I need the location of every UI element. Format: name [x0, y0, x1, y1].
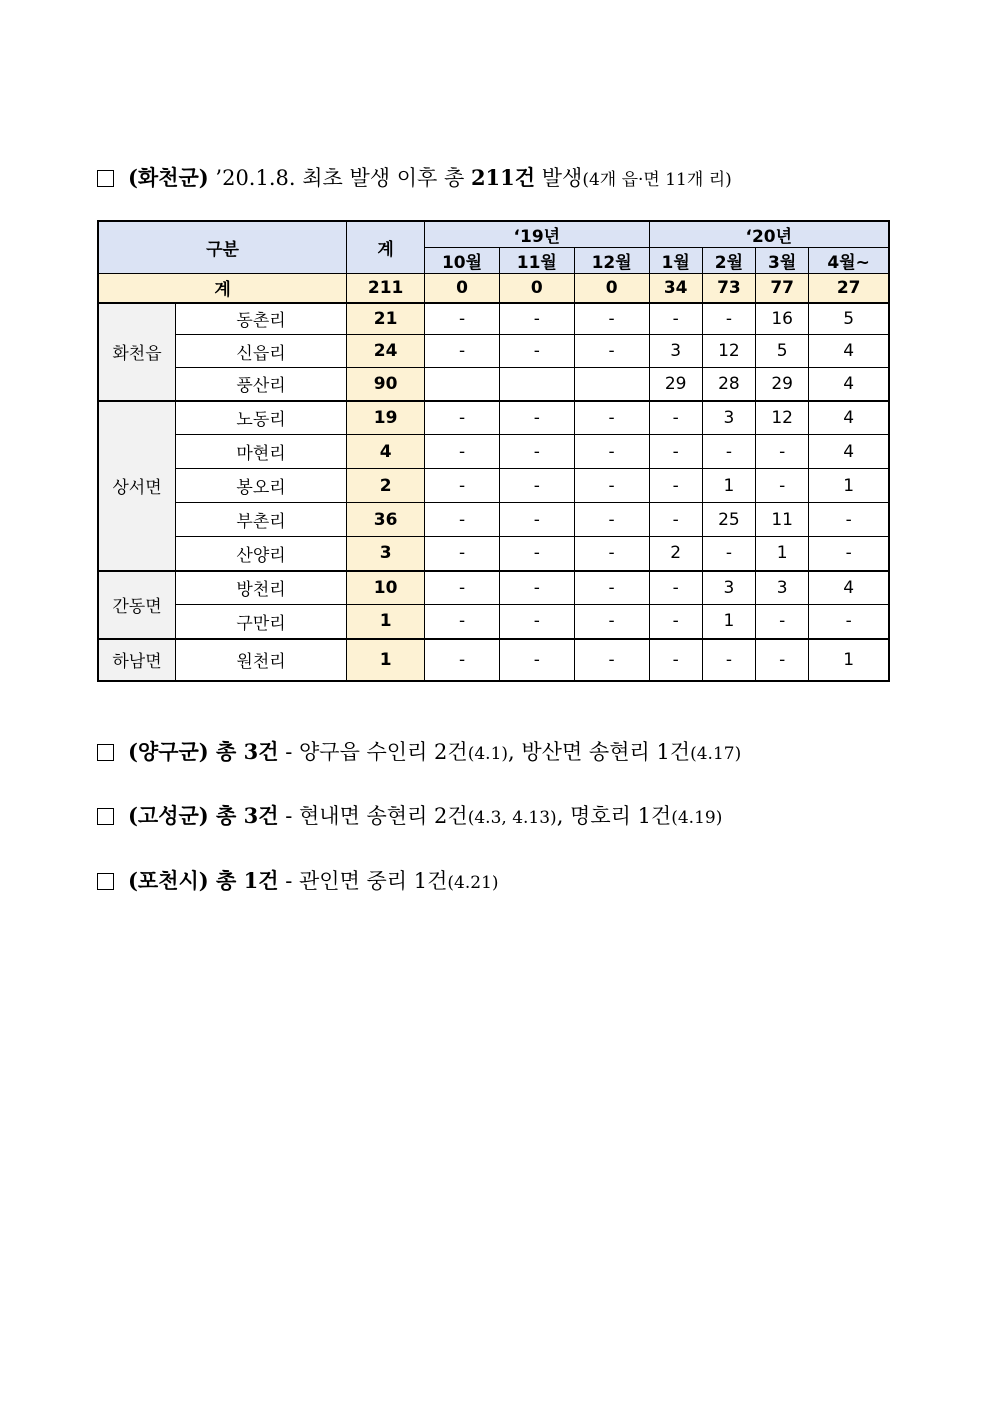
cell-value: -: [499, 503, 574, 537]
cell-value: -: [499, 335, 574, 368]
cell-value: 16: [756, 303, 809, 335]
cell-value: -: [425, 571, 500, 605]
cell-value: 4: [809, 435, 889, 469]
total-row-value: 0: [499, 274, 574, 303]
total-row-value: 77: [756, 274, 809, 303]
cell-value: 29: [756, 368, 809, 401]
cell-value: -: [574, 639, 649, 681]
village-label: 부촌리: [176, 503, 347, 537]
date-1: (4.21): [447, 873, 499, 893]
cell-value: 29: [649, 368, 702, 401]
total-row-label: 계: [98, 274, 347, 303]
total-label: 총 3건: [208, 803, 279, 828]
village-label: 구만리: [176, 605, 347, 639]
cell-value: 2: [649, 537, 702, 571]
cell-value: 4: [809, 335, 889, 368]
group-label: 간동면: [98, 571, 176, 639]
cell-value: -: [425, 401, 500, 435]
table-row: [98, 571, 889, 605]
cell-value: 12: [702, 335, 755, 368]
village-sum: 4: [347, 435, 425, 469]
cell-value: -: [649, 401, 702, 435]
heading-goseong: [97, 801, 722, 833]
table-row: [98, 503, 889, 537]
cell-value: -: [574, 303, 649, 335]
total-row-sum: 211: [347, 274, 425, 303]
cell-value: -: [809, 537, 889, 571]
cell-value: 1: [756, 537, 809, 571]
cell-value: -: [425, 503, 500, 537]
detail-text: - 양구읍 수인리 2건: [278, 740, 468, 764]
cell-value: -: [499, 401, 574, 435]
cell-value: -: [809, 605, 889, 639]
cell-value: -: [499, 639, 574, 681]
cell-value: -: [702, 639, 755, 681]
cell-value: -: [649, 435, 702, 469]
village-label: 산양리: [176, 537, 347, 571]
group-label: 화천읍: [98, 303, 176, 401]
village-sum: 10: [347, 571, 425, 605]
cell-value: [499, 368, 574, 401]
village-label: 신읍리: [176, 335, 347, 368]
village-label: 노동리: [176, 401, 347, 435]
cell-value: -: [649, 303, 702, 335]
village-sum: 1: [347, 605, 425, 639]
cell-value: -: [425, 435, 500, 469]
village-sum: 21: [347, 303, 425, 335]
heading-hwacheon: [97, 163, 732, 195]
cell-value: -: [574, 469, 649, 503]
cell-value: -: [702, 435, 755, 469]
village-sum: 19: [347, 401, 425, 435]
cell-value: 4: [809, 401, 889, 435]
cell-value: 11: [756, 503, 809, 537]
total-row-value: 0: [574, 274, 649, 303]
cell-value: -: [702, 303, 755, 335]
village-label: 마현리: [176, 435, 347, 469]
cell-value: 1: [809, 639, 889, 681]
cell-value: -: [756, 639, 809, 681]
heading-yanggu: [97, 737, 741, 769]
header-year-19: ‘19년: [425, 221, 649, 248]
region-label: (포천시): [128, 868, 209, 893]
cell-value: -: [756, 605, 809, 639]
group-label: 하남면: [98, 639, 176, 681]
village-sum: 2: [347, 469, 425, 503]
cell-value: -: [649, 469, 702, 503]
date-1: (4.3, 4.13): [467, 808, 557, 828]
heading-text: ’20.1.8. 최초 발생 이후 총: [208, 166, 471, 190]
region-label: (양구군): [128, 739, 209, 764]
detail-text2: , 방산면 송현리 1건: [508, 740, 691, 764]
detail-text: - 현내면 송현리 2건: [278, 804, 468, 828]
region-label: (고성군): [128, 803, 209, 828]
header-category: 구분: [98, 221, 347, 274]
header-month: 10월: [425, 248, 500, 274]
cell-value: -: [574, 435, 649, 469]
table-row: [98, 605, 889, 639]
village-label: 동촌리: [176, 303, 347, 335]
total-row-value: 73: [702, 274, 755, 303]
cell-value: -: [425, 537, 500, 571]
total-label: 총 1건: [208, 868, 279, 893]
village-sum: 36: [347, 503, 425, 537]
date-2: (4.17): [690, 744, 742, 764]
table-row: [98, 435, 889, 469]
cell-value: -: [425, 303, 500, 335]
cell-value: -: [649, 605, 702, 639]
header-month: 4월~: [809, 248, 889, 274]
cell-value: 5: [756, 335, 809, 368]
heading-note: (4개 읍·면 11개 리): [582, 170, 732, 190]
cell-value: -: [574, 503, 649, 537]
cell-value: -: [574, 605, 649, 639]
table-row: [98, 335, 889, 368]
header-month: 2월: [702, 248, 755, 274]
total-row-value: 0: [425, 274, 500, 303]
cell-value: -: [649, 571, 702, 605]
cell-value: [425, 368, 500, 401]
cell-value: -: [756, 435, 809, 469]
village-label: 봉오리: [176, 469, 347, 503]
cell-value: 12: [756, 401, 809, 435]
cell-value: -: [499, 537, 574, 571]
cell-value: -: [574, 537, 649, 571]
village-label: 풍산리: [176, 368, 347, 401]
cell-value: 3: [702, 571, 755, 605]
village-sum: 90: [347, 368, 425, 401]
table-row: [98, 469, 889, 503]
group-label: 상서면: [98, 401, 176, 571]
cell-value: 25: [702, 503, 755, 537]
cell-value: -: [425, 335, 500, 368]
cell-value: 3: [649, 335, 702, 368]
header-month: 3월: [756, 248, 809, 274]
table-row: [98, 401, 889, 435]
cell-value: -: [649, 503, 702, 537]
cell-value: -: [425, 605, 500, 639]
table-row: [98, 303, 889, 335]
table-row: [98, 537, 889, 571]
village-sum: 24: [347, 335, 425, 368]
village-sum: 3: [347, 537, 425, 571]
cell-value: -: [702, 537, 755, 571]
cell-value: 4: [809, 368, 889, 401]
cell-value: 4: [809, 571, 889, 605]
cell-value: 5: [809, 303, 889, 335]
cell-value: 1: [809, 469, 889, 503]
cell-value: -: [499, 571, 574, 605]
village-label: 방천리: [176, 571, 347, 605]
cell-value: 3: [702, 401, 755, 435]
cell-value: -: [574, 571, 649, 605]
region-label: (화천군): [128, 165, 209, 190]
detail-text: - 관인면 중리 1건: [278, 869, 448, 893]
cell-value: -: [756, 469, 809, 503]
cell-value: [574, 368, 649, 401]
cell-value: -: [574, 401, 649, 435]
cell-value: 1: [702, 605, 755, 639]
header-total: 계: [347, 221, 425, 274]
date-2: (4.19): [671, 808, 723, 828]
header-month: 12월: [574, 248, 649, 274]
village-label: 원천리: [176, 639, 347, 681]
table-row: [98, 639, 889, 681]
cell-value: -: [574, 335, 649, 368]
checkbox-icon: [97, 170, 114, 187]
cell-value: -: [809, 503, 889, 537]
cell-value: -: [499, 605, 574, 639]
date-1: (4.1): [467, 744, 509, 764]
cell-value: -: [425, 469, 500, 503]
checkbox-icon: [97, 873, 114, 890]
total-label: 총 3건: [208, 739, 279, 764]
header-month: 11월: [499, 248, 574, 274]
checkbox-icon: [97, 744, 114, 761]
heading-text2: 발생: [535, 166, 583, 190]
total-row-value: 27: [809, 274, 889, 303]
detail-text2: , 명호리 1건: [556, 804, 672, 828]
checkbox-icon: [97, 808, 114, 825]
cell-value: 1: [702, 469, 755, 503]
total-row-value: 34: [649, 274, 702, 303]
cell-value: -: [649, 639, 702, 681]
cell-value: -: [499, 469, 574, 503]
cell-value: -: [499, 435, 574, 469]
table-row: [98, 368, 889, 401]
cell-value: 3: [756, 571, 809, 605]
header-year-20: ‘20년: [649, 221, 889, 248]
header-month: 1월: [649, 248, 702, 274]
cases-table: [97, 220, 890, 682]
village-sum: 1: [347, 639, 425, 681]
cell-value: -: [499, 303, 574, 335]
heading-pocheon: [97, 866, 499, 898]
heading-count: 211건: [470, 165, 536, 190]
cell-value: 28: [702, 368, 755, 401]
cell-value: -: [425, 639, 500, 681]
